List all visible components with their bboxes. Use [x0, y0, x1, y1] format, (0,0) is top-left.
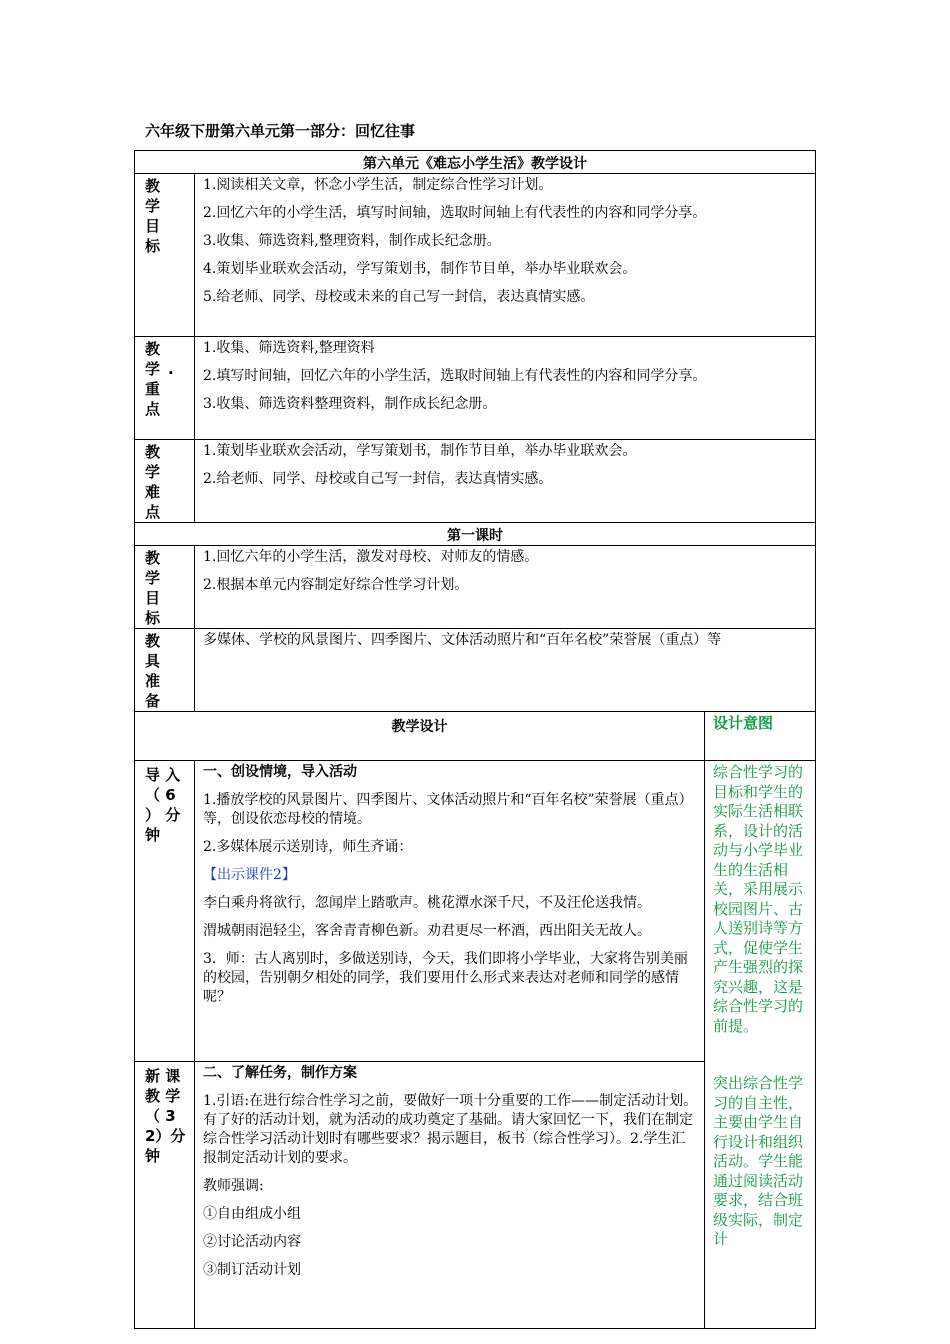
new-lesson-heading: 二、了解任务，制作方案 [203, 1065, 357, 1081]
intro-label-line: ） 分 [145, 806, 181, 824]
lesson-goal-item: 2.根据本单元内容制定好综合性学习计划。 [203, 577, 469, 593]
design-header: 教学设计 [135, 712, 705, 761]
goals-label: 教 学 目 标 [135, 174, 195, 337]
intro-p1: 1.播放学校的风景图片、四季图片、文体活动照片和“百年名校”荣誉展（重点）等，创设依恋母校的情境。 [203, 792, 693, 827]
new-lesson-label-line: 钟 [145, 1147, 161, 1165]
difficulty-item: 1.策划毕业联欢会活动，学写策划书，制作节目单，举办毕业联欢会。 [203, 443, 637, 459]
unit-title-row [135, 151, 816, 174]
lesson-plan-table [134, 150, 816, 1329]
design-header-row [135, 712, 816, 761]
new-lesson-label-line: （ 3 [145, 1107, 176, 1125]
new-lesson-p1: 1.引语:在进行综合性学习之前，要做好一项十分重要的工作——制定活动计划。有了好的活动计划，就为活动的成功奠定了基础。请大家回忆一下，我们在制定综合性学习活动计划时有哪些要求？揭示题目，板书（综合性学习）。2.学生汇报制定活动计划的要求。 [203, 1093, 698, 1166]
prep-label: 教 具 准 备 [135, 629, 195, 712]
difficulties-content [195, 440, 816, 523]
lesson-goals-row [135, 546, 816, 629]
intent-header-cell [705, 712, 816, 761]
lesson-goals-content [195, 546, 816, 629]
intro-p2: 2.多媒体展示送别诗，师生齐诵： [203, 839, 413, 855]
key-point-item: 1.收集、筛选资料,整理资料 [203, 340, 375, 356]
new-lesson-label-line: 2）分 [145, 1127, 186, 1145]
prep-text: 多媒体、学校的风景图片、四季图片、文体活动照片和“百年名校”荣誉展（重点）等 [203, 632, 722, 648]
prep-content [195, 629, 816, 712]
key-point-item: 3.收集、筛选资料整理资料，制作成长纪念册。 [203, 396, 497, 412]
teacher-emphasis: 教师强调: [203, 1178, 264, 1194]
lesson-goal-item: 1.回忆六年的小学生活，激发对母校、对师友的情感。 [203, 549, 539, 565]
emphasis-item: ③制订活动计划 [203, 1262, 301, 1278]
intent-header: 设计意图 [713, 714, 774, 732]
new-lesson-label [135, 1062, 195, 1329]
intro-label [135, 761, 195, 1062]
intro-label-line: 钟 [145, 826, 161, 844]
document-title: 六年级下册第六单元第一部分：回忆往事 [145, 122, 416, 140]
key-point-item: 2.填写时间轴，回忆六年的小学生活，选取时间轴上有代表性的内容和同学分享。 [203, 368, 707, 384]
intro-heading: 一、创设情境，导入活动 [203, 764, 357, 780]
goal-item: 2.回忆六年的小学生活，填写时间轴，选取时间轴上有代表性的内容和同学分享。 [203, 205, 707, 221]
intent-content [705, 761, 816, 1329]
intent-text-1: 综合性学习的目标和学生的实际生活相联系，设计的活动与小学毕业生的生活相关，采用展示校园图片、古人送别诗等方式，促使学生产生强烈的探究兴趣，这是综合性学习的前提。 [713, 763, 804, 1035]
emphasis-item: ②讨论活动内容 [203, 1234, 301, 1250]
unit-title: 第六单元《难忘小学生活》教学设计 [135, 151, 816, 174]
prep-row [135, 629, 816, 712]
goal-item: 5.给老师、同学、母校或未来的自己写一封信，表达真情实感。 [203, 289, 595, 305]
key-points-content [195, 337, 816, 440]
poem-2: 渭城朝雨浥轻尘，客舍青青柳色新。劝君更尽一杯酒，西出阳关无故人。 [203, 923, 651, 939]
difficulties-label: 教 学 难 点 [135, 440, 195, 523]
new-lesson-label-line: 教 学 [145, 1087, 181, 1105]
goal-item: 1.阅读相关文章，怀念小学生活，制定综合性学习计划。 [203, 177, 553, 193]
difficulties-row [135, 440, 816, 523]
intro-label-line: （ 6 [145, 786, 176, 804]
lesson-goals-label: 教 学 目 标 [135, 546, 195, 629]
goals-row [135, 174, 816, 337]
emphasis-item: ①自由组成小组 [203, 1206, 301, 1222]
intent-text-2: 突出综合性学习的自主性，主要由学生自行设计和组织活动。学生能通过阅读活动要求，结合班级实际，制定计 [713, 1074, 804, 1248]
goal-item: 4.策划毕业联欢会活动，学写策划书，制作节目单，举办毕业联欢会。 [203, 261, 637, 277]
key-points-row [135, 337, 816, 440]
goals-content [195, 174, 816, 337]
new-lesson-label-line: 新 课 [145, 1067, 181, 1085]
intro-label-line: 导 入 [145, 766, 181, 784]
goal-item: 3.收集、筛选资料,整理资料，制作成长纪念册。 [203, 233, 501, 249]
poem-1: 李白乘舟将欲行，忽闻岸上踏歌声。桃花潭水深千尺，不及汪伦送我情。 [203, 895, 651, 911]
key-points-label: 教 学. 重 点 [135, 337, 195, 440]
difficulty-item: 2.给老师、同学、母校或自己写一封信，表达真情实感。 [203, 471, 553, 487]
courseware-link: 【出示课件2】 [203, 867, 296, 883]
intro-row [135, 761, 816, 1062]
new-lesson-content [195, 1062, 705, 1329]
lesson-title-row [135, 523, 816, 546]
lesson-title: 第一课时 [135, 523, 816, 546]
intro-content [195, 761, 705, 1062]
intro-p3: 3．师：古人离别时，多做送别诗，今天，我们即将小学毕业，大家将告别美丽的校园，告别朝夕相处的同学，我们要用什么形式来表达对老师和同学的感情呢？ [203, 951, 688, 1005]
